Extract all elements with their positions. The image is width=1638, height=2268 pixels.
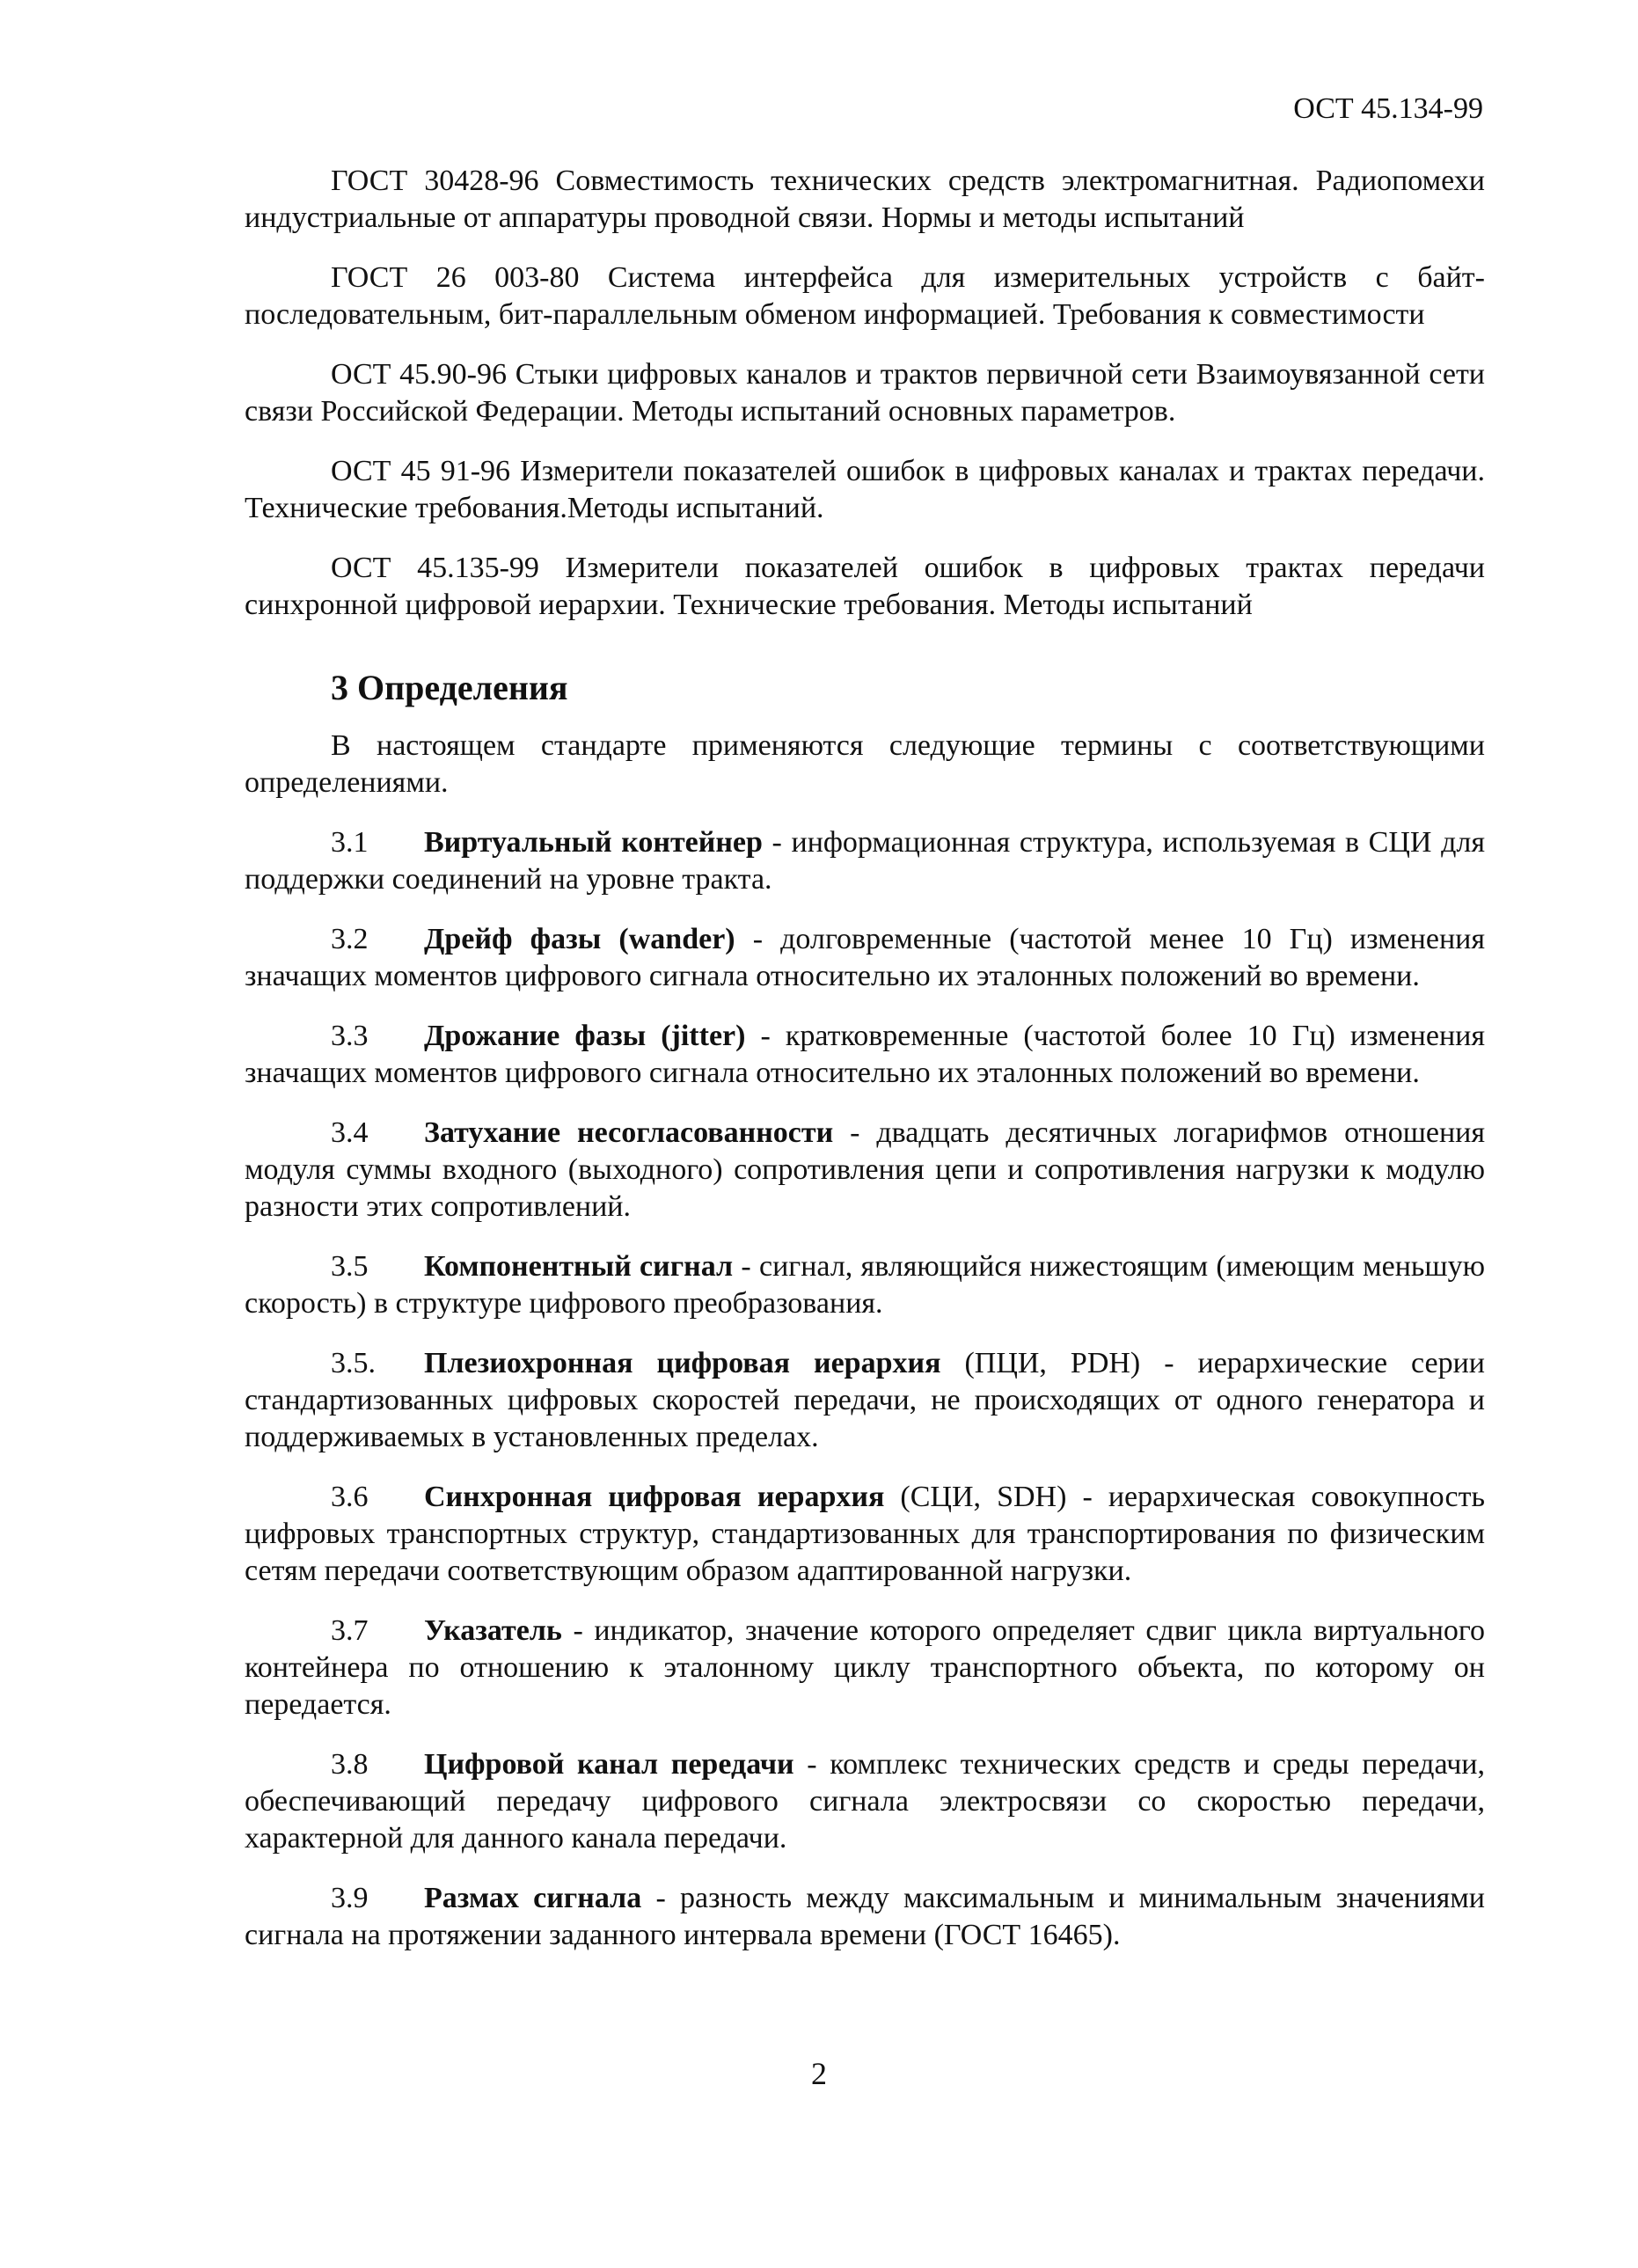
- definition-term: Цифровой канал передачи: [424, 1748, 794, 1781]
- definition-item: [245, 1880, 1485, 1954]
- definition-number: 3.7: [331, 1614, 369, 1647]
- definition-item: [245, 1479, 1485, 1590]
- definition-item: [245, 921, 1485, 995]
- definition-item: [245, 1345, 1485, 1456]
- document-code: ОСТ 45.134-99: [1293, 92, 1483, 125]
- page-number: 2: [811, 2056, 827, 2091]
- definition-number: 3.5: [331, 1250, 369, 1283]
- reference-item: ГОСТ 30428-96 Совместимость технических средств электромагнитная. Радиопомехи индустриальные от аппаратуры проводной связи. Нормы и методы испытаний: [245, 165, 1485, 234]
- definition-number: 3.8: [331, 1748, 369, 1781]
- definition-term: Виртуальный контейнер: [424, 826, 763, 859]
- definition-text: - индикатор, значение которого определяет сдвиг цикла виртуального контейнера по отношению к эталонному циклу транспортного объекта, по которому он передается.: [245, 1614, 1485, 1721]
- definition-term: Плезиохронная цифровая иерархия: [424, 1347, 941, 1379]
- section-intro: В настоящем стандарте применяются следующие термины с соответствующими определениями.: [245, 729, 1485, 799]
- definition-text: - сигнал, являющийся нижестоящим (имеющим меньшую скорость) в структуре цифрового преобразования.: [245, 1250, 1486, 1320]
- reference-item: ГОСТ 26 003-80 Система интерфейса для измерительных устройств с байт-последовательным, бит-параллельным обменом информацией. Требования к совместимости: [245, 261, 1485, 331]
- definition-item: [245, 1613, 1485, 1723]
- definition-term: Синхронная цифровая иерархия: [424, 1481, 885, 1513]
- definition-text: - информационная структура, используемая в СЦИ для поддержки соединений на уровне тракта.: [245, 826, 1485, 896]
- definition-number: 3.9: [331, 1882, 369, 1914]
- definition-text: - разность между максимальным и минимальным значениями сигнала на протяжении заданного интервала времени (ГОСТ 16465).: [245, 1882, 1485, 1951]
- definition-number: 3.5.: [331, 1347, 376, 1379]
- definition-term: Дрожание фазы (jitter): [424, 1020, 746, 1052]
- definition-number: 3.1: [331, 826, 369, 859]
- reference-item: ОСТ 45.90-96 Стыки цифровых каналов и трактов первичной сети Взаимоувязанной сети связи Российской Федерации. Методы испытаний основных параметров.: [245, 358, 1485, 428]
- definition-term: Затухание несогласованности: [424, 1116, 834, 1149]
- definition-item: [245, 1248, 1485, 1322]
- definition-item: [245, 1115, 1485, 1225]
- definition-text: - комплекс технических средств и среды передачи, обеспечивающий передачу цифрового сигнала электросвязи со скоростью передачи, характерной для данного канала передачи.: [245, 1748, 1485, 1855]
- definition-term: Компонентный сигнал: [424, 1250, 734, 1283]
- definition-number: 3.4: [331, 1116, 369, 1149]
- definition-number: 3.3: [331, 1020, 369, 1052]
- page-content: [245, 163, 1485, 1977]
- definition-term: Указатель: [424, 1614, 562, 1647]
- section-title: 3 Определения: [331, 668, 568, 707]
- definition-text: - долговременные (частотой менее 10 Гц) изменения значащих моментов цифрового сигнала относительно их эталонных положений во времени.: [245, 923, 1485, 992]
- definition-item: [245, 824, 1485, 898]
- definition-number: 3.6: [331, 1481, 369, 1513]
- definition-item: [245, 1746, 1485, 1857]
- definition-text: - двадцать десятичных логарифмов отношения модуля суммы входного (выходного) сопротивления цепи и сопротивления нагрузки к модулю разности этих сопротивлений.: [245, 1116, 1485, 1223]
- definition-text: (ПЦИ, PDH) - иерархические серии стандартизованных цифровых скоростей передачи, не происходящих от одного генератора и поддерживаемых в установленных пределах.: [245, 1347, 1485, 1453]
- reference-item: ОСТ 45 91-96 Измерители показателей ошибок в цифровых каналах и трактах передачи. Технические требования.Методы испытаний.: [245, 455, 1485, 524]
- definition-term: Дрейф фазы (wander): [424, 923, 735, 955]
- definition-term: Размах сигнала: [424, 1882, 642, 1914]
- definition-text: (СЦИ, SDH) - иерархическая совокупность цифровых транспортных структур, стандартизованных для транспортирования по физическим сетям передачи соответствующим образом адаптированной нагрузки.: [245, 1481, 1485, 1587]
- definition-text: - кратковременные (частотой более 10 Гц) изменения значащих моментов цифрового сигнала относительно их эталонных положений во времени.: [245, 1020, 1485, 1089]
- definition-number: 3.2: [331, 923, 369, 955]
- reference-item: ОСТ 45.135-99 Измерители показателей ошибок в цифровых трактах передачи синхронной цифровой иерархии. Технические требования. Методы испытаний: [245, 552, 1485, 621]
- definition-item: [245, 1018, 1485, 1092]
